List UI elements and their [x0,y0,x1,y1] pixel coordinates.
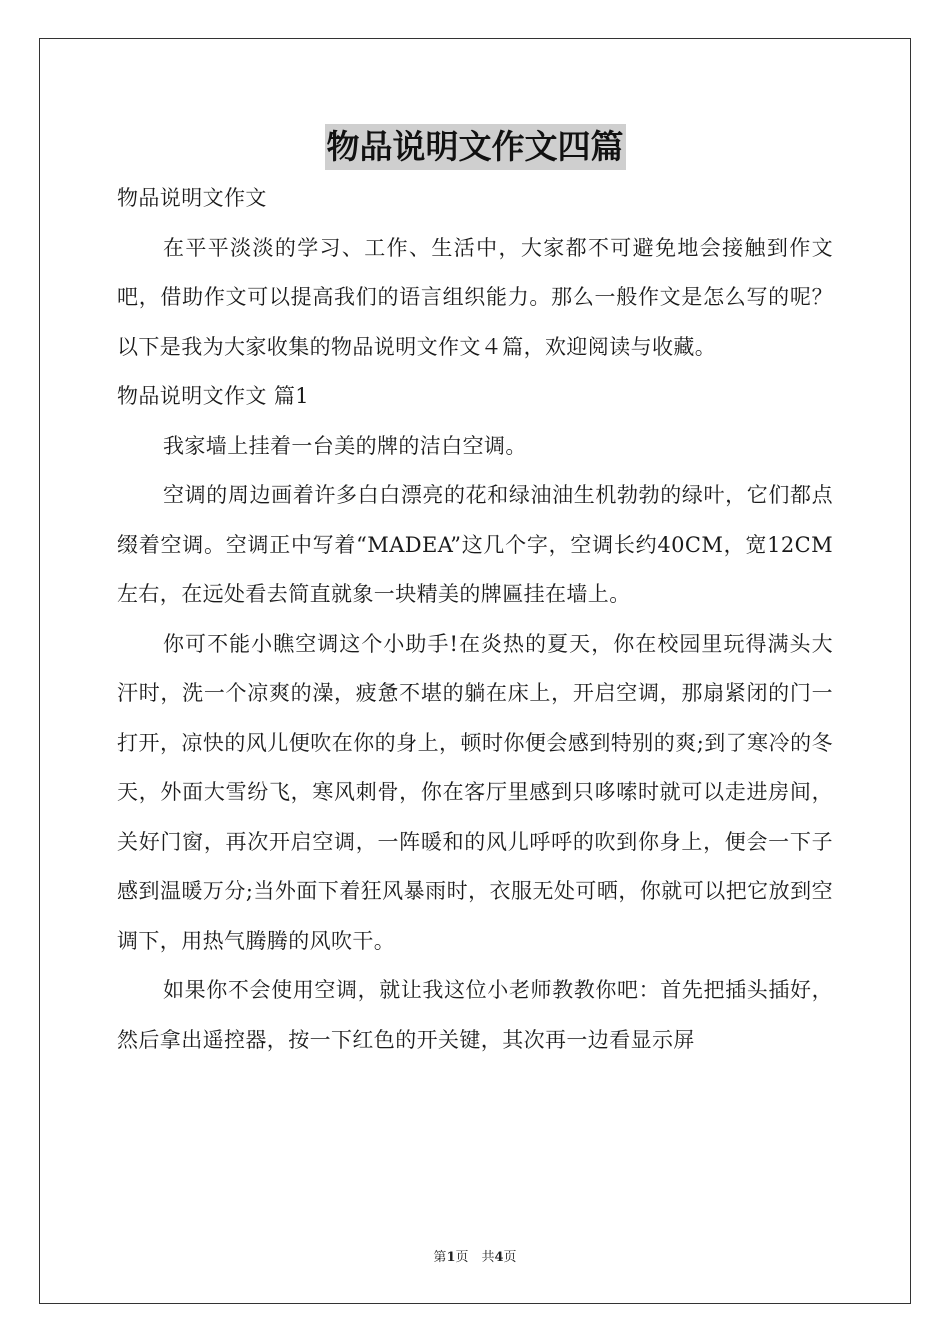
document-body [117,174,833,1065]
page-footer [0,1246,950,1265]
section-heading: 物品说明文作文 [117,186,267,210]
page-suffix: 页 [503,1250,517,1265]
page-mid: 页 共 [455,1250,495,1265]
paragraph: 如果你不会使用空调，就让我这位小老师教教你吧：首先把插头插好，然后拿出遥控器，按一下红色的开关键，其次再一边看显示屏 [117,978,833,1052]
page-current: 1 [446,1250,456,1265]
paragraph: 你可不能小瞧空调这个小助手!在炎热的夏天，你在校园里玩得满头大汗时，洗一个凉爽的澡，疲惫不堪的躺在床上，开启空调，那扇紧闭的门一打开，凉快的风儿便吹在你的身上，顿时你便会感到特别的爽;到了寒冷的冬天，外面大雪纷飞，寒风刺骨，你在客厅里感到只哆嗦时就可以走进房间，关好门窗，再次开启空调，一阵暖和的风儿呼呼的吹到你身上，便会一下子感到温暖万分;当外面下着狂风暴雨时，衣服无处可晒，你就可以把它放到空调下，用热气腾腾的风吹干。 [117,631,833,953]
paragraph: 在平平淡淡的学习、工作、生活中，大家都不可避免地会接触到作文吧，借助作文可以提高我们的语言组织能力。那么一般作文是怎么写的呢？以下是我为大家收集的物品说明文作文４篇，欢迎阅读与收藏。 [117,235,833,359]
paragraph: 空调的周边画着许多白白漂亮的花和绿油油生机勃勃的绿叶，它们都点缀着空调。空调正中写着“MADEA”这几个字，空调长约40CM，宽12CM左右，在远处看去简直就象一块精美的牌匾挂在墙上。 [117,483,833,606]
page-prefix: 第 [433,1250,447,1265]
page-total: 4 [494,1250,504,1265]
section-heading: 物品说明文作文 篇1 [117,384,310,408]
document-title: 物品说明文作文四篇 [325,124,626,170]
title-container [0,124,950,170]
paragraph: 我家墙上挂着一台美的牌的洁白空调。 [163,433,527,458]
